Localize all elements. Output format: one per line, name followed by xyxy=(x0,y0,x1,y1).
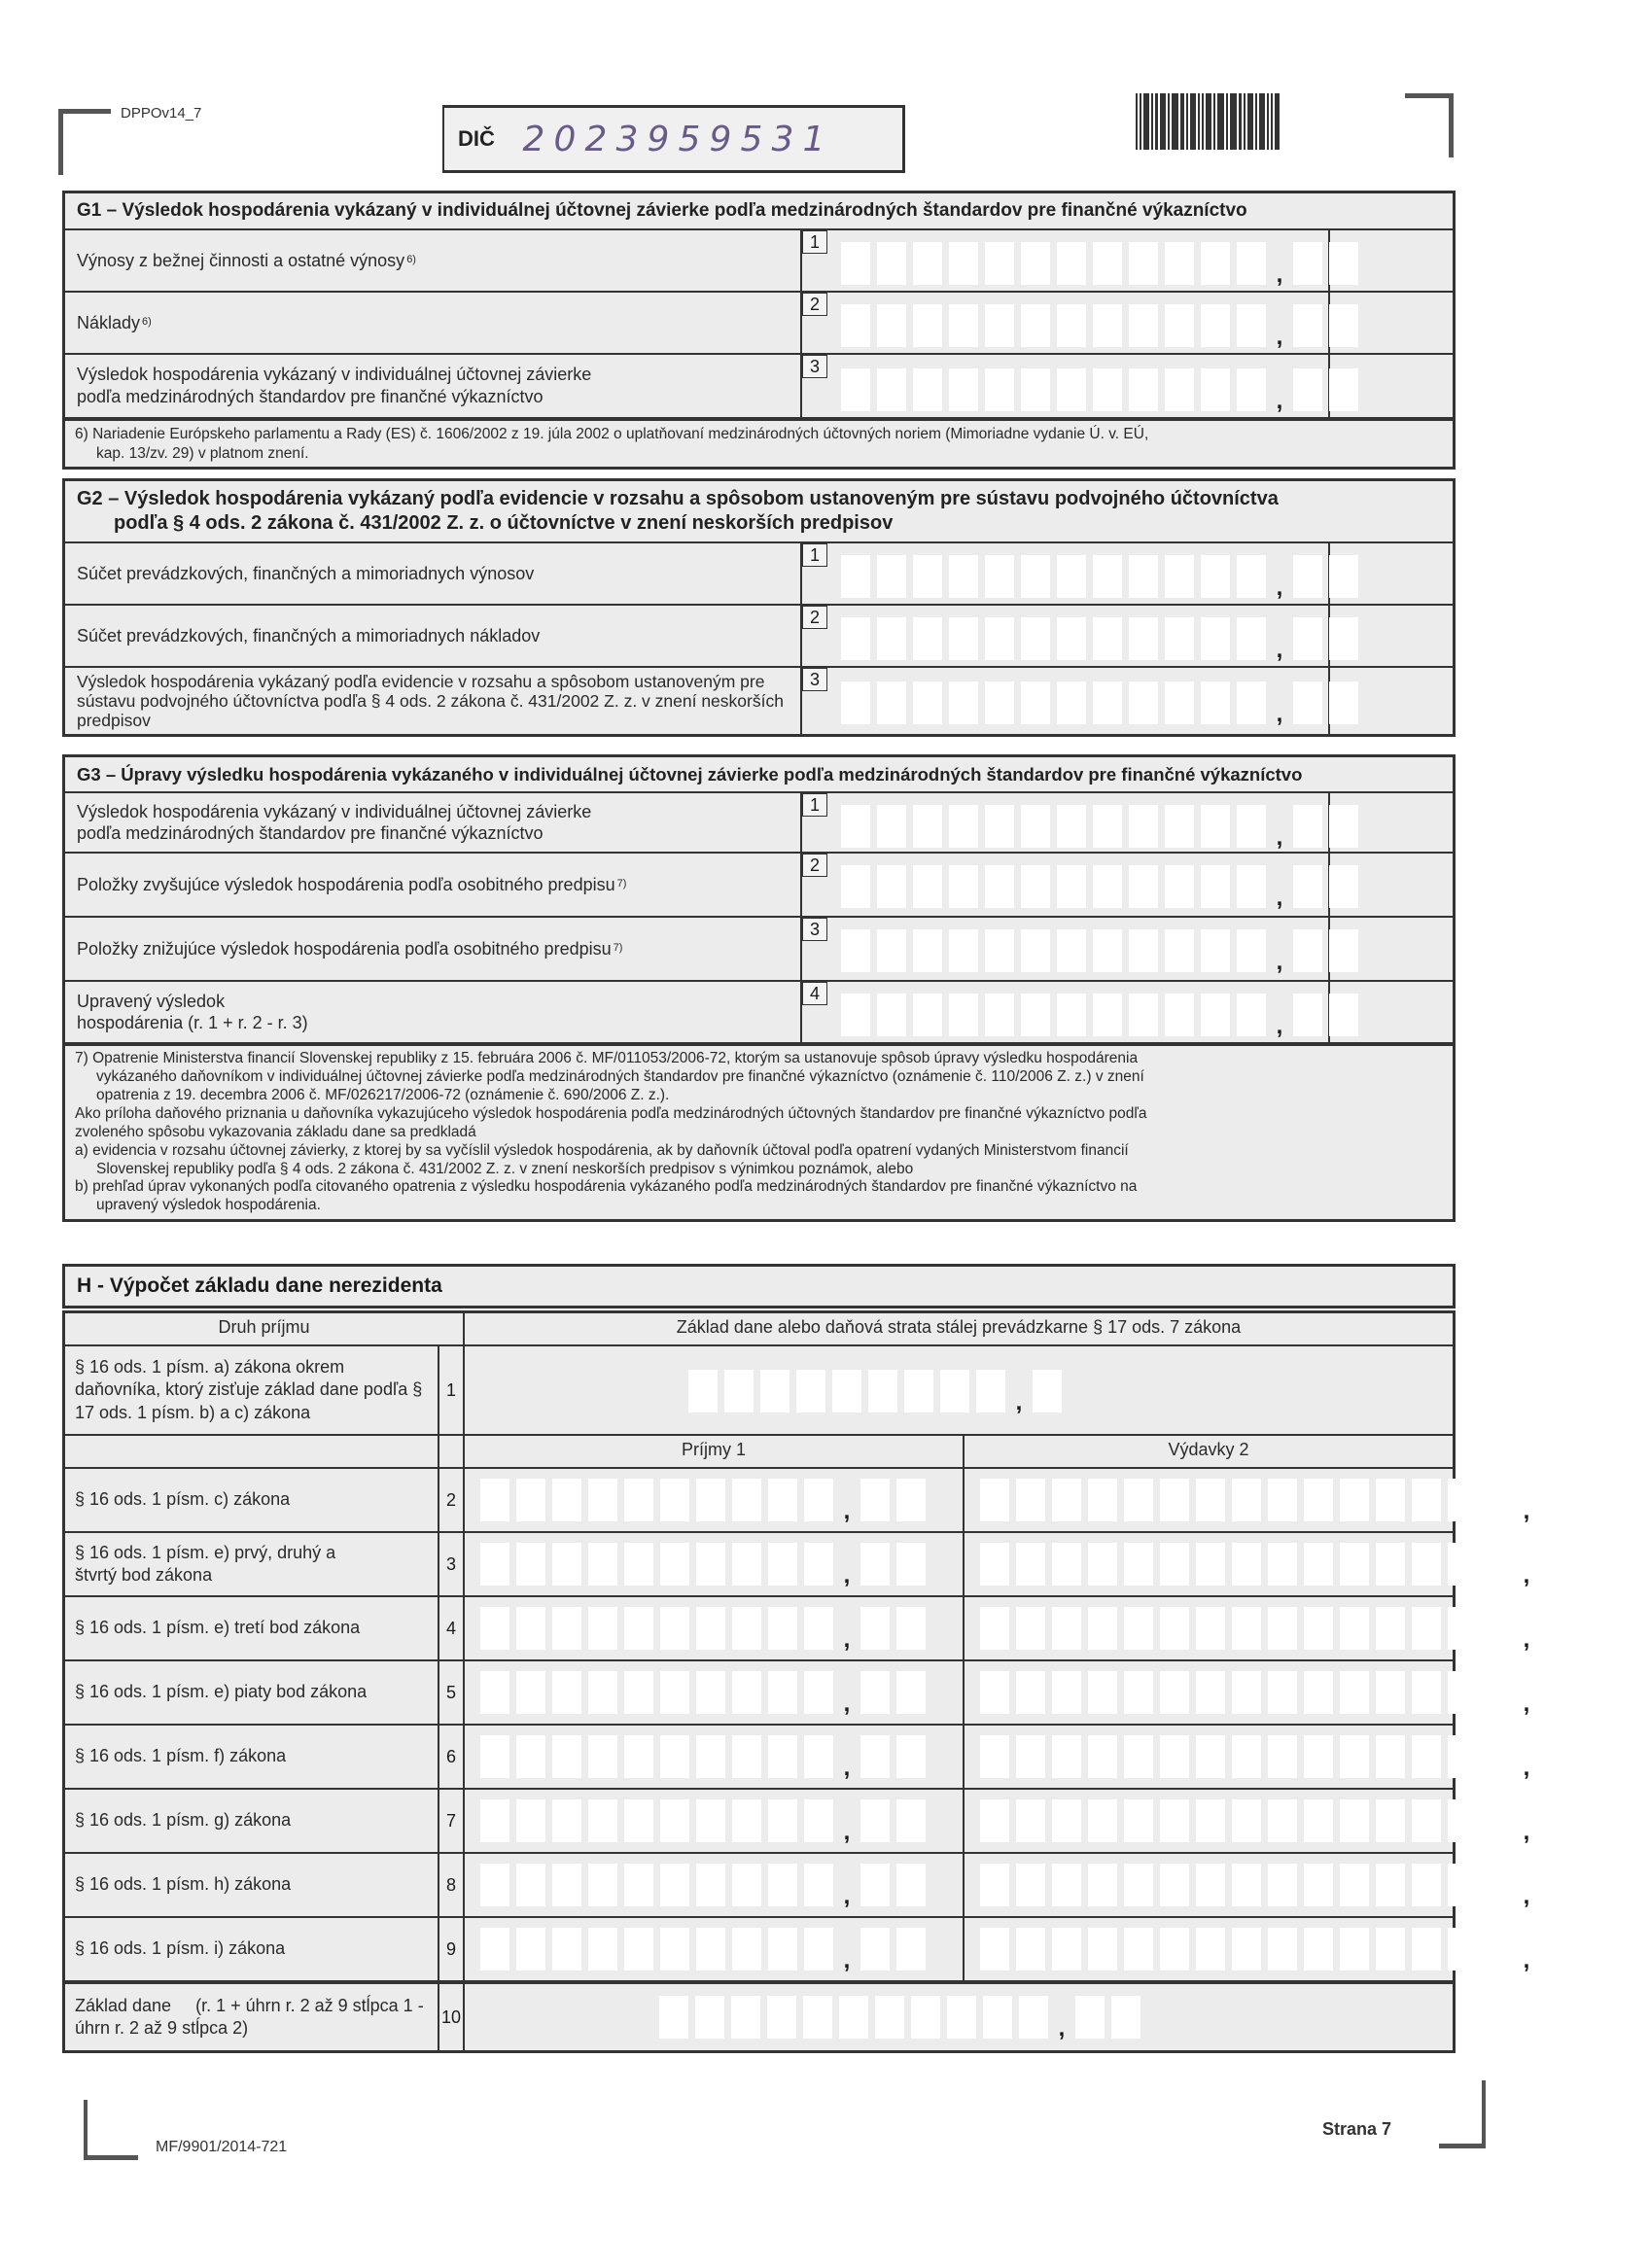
corner-mark-top-left xyxy=(58,109,111,175)
digit-boxes[interactable] xyxy=(659,1996,1140,2039)
dic-label: DIČ xyxy=(458,126,495,151)
decimal-comma: , xyxy=(1015,1389,1023,1415)
section-h-title: H - Výpočet základu dane nerezidenta xyxy=(62,1264,1456,1308)
decimal-comma: , xyxy=(1276,637,1283,663)
row-label: Výnosy z bežnej činnosti a ostatné výnosy 6) xyxy=(65,230,802,291)
h-subheader-row xyxy=(65,1436,1453,1469)
income-field[interactable]: , xyxy=(465,1726,965,1788)
row-label: Upravený výsledok hospodárenia (r. 1 + r. 2 - r. 3) xyxy=(65,982,802,1042)
amount-field[interactable] xyxy=(802,543,1330,604)
g2-row-2 xyxy=(65,606,1453,668)
decimal-comma: , xyxy=(1276,949,1283,976)
digit-boxes[interactable] xyxy=(841,994,1358,1040)
attachment-b-line1: b) prehľad úprav vykonaných podľa citovaného opatrenia z výsledku hospodárenia vykázaného podľa medzinárodných štandardov pre finančné výkazníctvo na xyxy=(75,1178,1138,1196)
dic-digit: 5 xyxy=(740,119,763,159)
digit-boxes[interactable] xyxy=(841,929,1358,976)
h-row-3 xyxy=(65,1533,1530,1597)
tax-base-total-field[interactable] xyxy=(465,1984,1453,2050)
footnote-7-line2: vykázaného daňovníkom v individuálnej účtovnej závierke podľa medzinárodných štandardov pre finančné výkazníctvo (oznámenie č. 110/2006 Z. z.) v znení xyxy=(96,1068,1144,1086)
row-number: 9 xyxy=(439,1918,465,1980)
expense-field[interactable]: , xyxy=(965,1854,1453,1916)
row-number: 2 xyxy=(802,606,827,629)
income-field[interactable]: , xyxy=(465,1661,965,1724)
decimal-comma: , xyxy=(1058,2015,1066,2041)
digit-boxes[interactable] xyxy=(841,617,1358,663)
row-label: Základ dane (r. 1 + úhrn r. 2 až 9 stĺpca 1 - úhrn r. 2 až 9 stĺpca 2) xyxy=(65,1984,439,2050)
row-label: § 16 ods. 1 písm. a) zákona okrem daňovníka, ktorý zisťuje základ dane podľa § 17 ods. 1 písm. b) a c) zákona xyxy=(65,1346,439,1434)
digit-boxes[interactable] xyxy=(841,242,1358,288)
row-label: § 16 ods. 1 písm. i) zákona xyxy=(65,1918,439,1980)
expense-field[interactable]: , xyxy=(965,1918,1453,1980)
amount-field[interactable] xyxy=(802,355,1330,417)
decimal-comma: , xyxy=(1276,824,1283,852)
col-header-expense: Výdavky 2 xyxy=(1168,1440,1249,1459)
digit-boxes[interactable] xyxy=(841,805,1358,852)
decimal-comma: , xyxy=(1276,701,1283,727)
g1-row-2 xyxy=(65,293,1453,355)
dic-digit: 3 xyxy=(615,119,639,159)
row-label: Výsledok hospodárenia vykázaný podľa evidencie v rozsahu a spôsobom ustanoveným pre sústavu podvojného účtovníctva podľa § 4 ods. 2 zákona č. 431/2002 Z. z. v znení neskorších predpisov xyxy=(65,668,802,734)
g1-row-1 xyxy=(65,230,1453,293)
h-row-10 xyxy=(65,1982,1453,2050)
section-g1-title: G1 – Výsledok hospodárenia vykázaný v individuálnej účtovnej závierke podľa medzinárodných štandardov pre finančné výkazníctvo xyxy=(65,193,1453,230)
row-label: Položky znižujúce výsledok hospodárenia podľa osobitného predpisu 7) xyxy=(65,918,802,980)
h-row-9 xyxy=(65,1918,1530,1982)
row-number: 3 xyxy=(802,355,827,378)
row-label: § 16 ods. 1 písm. e) tretí bod zákona xyxy=(65,1597,439,1659)
row-label: Výsledok hospodárenia vykázaný v individuálnej účtovnej závierke podľa medzinárodných štandardov pre finančné výkazníctvo xyxy=(65,355,802,417)
g2-row-3 xyxy=(65,668,1453,734)
expense-field[interactable]: , xyxy=(965,1469,1453,1531)
expense-field[interactable]: , xyxy=(965,1597,1453,1659)
section-g1 xyxy=(62,191,1456,470)
dic-digit: 0 xyxy=(553,119,577,159)
dic-digit: 5 xyxy=(678,119,701,159)
income-field[interactable]: , xyxy=(465,1790,965,1852)
row-number: 2 xyxy=(439,1469,465,1531)
attachment-a-line2: Slovenskej republiky podľa § 4 ods. 2 zákona č. 431/2002 Z. z. v znení neskorších predpisov s výnimkou poznámok, alebo xyxy=(96,1160,914,1177)
dic-field[interactable] xyxy=(442,105,905,173)
decimal-comma: , xyxy=(1276,387,1283,414)
row-label: § 16 ods. 1 písm. e) piaty bod zákona xyxy=(65,1661,439,1724)
expense-field[interactable]: , xyxy=(965,1726,1453,1788)
g3-row-3 xyxy=(65,918,1453,982)
barcode-icon xyxy=(1136,93,1361,150)
decimal-comma: , xyxy=(1276,575,1283,601)
col-header-income-type: Druh príjmu xyxy=(65,1313,465,1344)
section-g2-title: G2 – Výsledok hospodárenia vykázaný podľa evidencie v rozsahu a spôsobom ustanoveným pre sústavu podvojného účtovníctva podľa § 4 ods. 2 zákona č. 431/2002 Z. z. o účtovníctve v znení neskorších predpisov xyxy=(65,481,1453,543)
h-row-8 xyxy=(65,1854,1530,1918)
row-label: § 16 ods. 1 písm. g) zákona xyxy=(65,1790,439,1852)
decimal-comma: , xyxy=(1276,261,1283,288)
attachment-note-line1: Ako príloha daňového priznania u daňovníka vykazujúceho výsledok hospodárenia podľa medzinárodných účtovných štandardov pre finančné výkazníctvo podľa xyxy=(75,1104,1147,1122)
g1-footnote xyxy=(65,419,1453,468)
section-g3 xyxy=(62,754,1456,1222)
row-label: § 16 ods. 1 písm. h) zákona xyxy=(65,1854,439,1916)
row-label: Výsledok hospodárenia vykázaný v individuálnej účtovnej závierke podľa medzinárodných štandardov pre finančné výkazníctvo xyxy=(65,793,802,852)
dic-digit: 2 xyxy=(584,119,608,159)
row-label: Položky zvyšujúce výsledok hospodárenia podľa osobitného predpisu 7) xyxy=(65,854,802,916)
form-code: DPPOv14_7 xyxy=(121,105,202,122)
corner-mark-bottom-right xyxy=(1439,2080,1486,2148)
digit-boxes[interactable] xyxy=(841,681,1358,727)
decimal-comma: , xyxy=(1276,323,1283,350)
dic-digit: 1 xyxy=(802,119,825,159)
corner-mark-bottom-left xyxy=(84,2100,138,2160)
row-number: 2 xyxy=(802,293,827,316)
amount-field[interactable] xyxy=(802,230,1330,291)
document-reference: MF/9901/2014-721 xyxy=(156,2139,288,2155)
h-row-7 xyxy=(65,1790,1530,1854)
row-label: § 16 ods. 1 písm. e) prvý, druhý a štvrtý bod zákona xyxy=(65,1533,439,1595)
h-row-6 xyxy=(65,1726,1530,1790)
col-header-income: Príjmy 1 xyxy=(465,1436,965,1467)
row-label: Náklady 6) xyxy=(65,293,802,353)
attachment-note-line2: zvoleného spôsobu vykazovania základu dane sa predkladá xyxy=(75,1123,476,1140)
dic-digits xyxy=(518,120,829,159)
h-row-1 xyxy=(65,1346,1453,1436)
attachment-a-line1: a) evidencia v rozsahu účtovnej závierky, z ktorej by sa vyčíslil výsledok hospodárenia, ak by daňovník účtoval podľa opatrení vydaných Ministerstvom financií xyxy=(75,1141,1129,1159)
row-number: 4 xyxy=(439,1597,465,1659)
row-number: 2 xyxy=(802,854,827,877)
row-number: 6 xyxy=(439,1726,465,1788)
g3-footnote xyxy=(65,1044,1453,1219)
decimal-comma: , xyxy=(1276,885,1283,912)
row-number: 1 xyxy=(802,230,827,254)
dic-digit: 3 xyxy=(771,119,794,159)
income-field[interactable]: , xyxy=(465,1533,965,1595)
expense-field[interactable]: , xyxy=(965,1661,1453,1724)
decimal-comma: , xyxy=(1276,1013,1283,1040)
amount-field[interactable] xyxy=(802,293,1330,353)
footnote-6-line2: kap. 13/zv. 29) v platnom znení. xyxy=(96,444,309,462)
row-number: 3 xyxy=(439,1533,465,1595)
col-header-tax-base: Základ dane alebo daňová strata stálej prevádzkarne § 17 ods. 7 zákona xyxy=(676,1317,1242,1337)
attachment-b-line2: upravený výsledok hospodárenia. xyxy=(96,1197,321,1214)
expense-field[interactable]: , xyxy=(965,1790,1453,1852)
dic-digit: 9 xyxy=(709,119,732,159)
income-field[interactable]: , xyxy=(465,1469,965,1531)
footnote-7-line3: opatrenia z 19. decembra 2006 č. MF/026217/2006-72 (oznámenie č. 690/2006 Z. z.). xyxy=(96,1086,670,1103)
page-number: Strana 7 xyxy=(1322,2119,1392,2139)
g3-row-2 xyxy=(65,854,1453,918)
g3-row-4 xyxy=(65,982,1453,1044)
row-number: 3 xyxy=(802,918,827,941)
footnote-6-line1: 6) Nariadenie Európskeho parlamentu a Rady (ES) č. 1606/2002 z 19. júla 2002 o uplatňovaní medzinárodných účtovných noriem (Mimoriadne vydanie Ú. v. EÚ, xyxy=(75,425,1149,442)
digit-boxes[interactable] xyxy=(688,1370,1062,1413)
amount-field[interactable] xyxy=(802,793,1330,852)
row-number: 4 xyxy=(802,982,827,1005)
digit-boxes[interactable] xyxy=(841,368,1358,414)
row-number: 1 xyxy=(802,543,827,567)
dic-digit: 2 xyxy=(522,119,545,159)
h-row-2 xyxy=(65,1469,1530,1533)
row-number: 3 xyxy=(802,668,827,691)
row-label: § 16 ods. 1 písm. f) zákona xyxy=(65,1726,439,1788)
row-number: 1 xyxy=(802,793,827,817)
row-label: § 16 ods. 1 písm. c) zákona xyxy=(65,1469,439,1531)
amount-field[interactable] xyxy=(802,854,1330,916)
section-h-table xyxy=(62,1310,1530,2053)
row-number: 8 xyxy=(439,1854,465,1916)
dic-digit: 9 xyxy=(647,119,670,159)
amount-field[interactable] xyxy=(802,982,1330,1042)
amount-field[interactable] xyxy=(802,918,1330,980)
h-row-5 xyxy=(65,1661,1530,1726)
amount-field[interactable] xyxy=(802,606,1330,666)
g3-row-1 xyxy=(65,793,1453,854)
row-number: 10 xyxy=(439,1984,465,2050)
expense-field[interactable]: , xyxy=(965,1533,1453,1595)
row-number: 7 xyxy=(439,1790,465,1852)
digit-boxes[interactable] xyxy=(841,304,1358,350)
amount-field[interactable] xyxy=(465,1346,1453,1434)
section-g2 xyxy=(62,478,1456,737)
g2-row-1 xyxy=(65,543,1453,606)
amount-field[interactable] xyxy=(802,668,1330,734)
corner-mark-top-right xyxy=(1405,93,1454,157)
footnote-7-line1: 7) Opatrenie Ministerstva financií Slovenskej republiky z 15. februára 2006 č. MF/011053/2006-72, ktorým sa ustanovuje spôsob úpravy výsledku hospodárenia xyxy=(75,1050,1139,1067)
row-number: 5 xyxy=(439,1661,465,1724)
row-number: 1 xyxy=(439,1346,465,1434)
section-g3-title: G3 – Úpravy výsledku hospodárenia vykázaného v individuálnej účtovnej závierke podľa medzinárodných štandardov pre finančné výkazníctvo xyxy=(65,757,1453,793)
row-label: Súčet prevádzkových, finančných a mimoriadnych výnosov xyxy=(65,543,802,604)
income-field[interactable]: , xyxy=(465,1918,965,1980)
row-label: Súčet prevádzkových, finančných a mimoriadnych nákladov xyxy=(65,606,802,666)
h-header-row xyxy=(65,1313,1453,1346)
income-field[interactable]: , xyxy=(465,1854,965,1916)
digit-boxes[interactable] xyxy=(841,555,1358,601)
h-row-4 xyxy=(65,1597,1530,1661)
income-field[interactable]: , xyxy=(465,1597,965,1659)
g1-row-3 xyxy=(65,355,1453,419)
digit-boxes[interactable] xyxy=(841,865,1358,912)
